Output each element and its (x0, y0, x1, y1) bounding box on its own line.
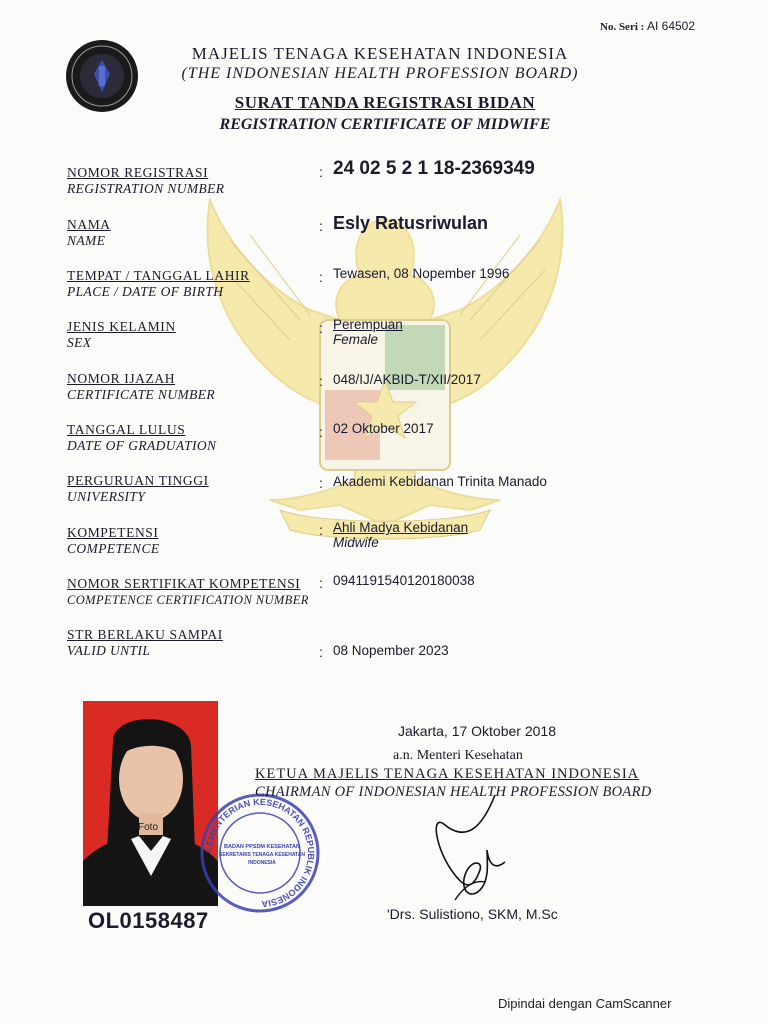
field-label-valid-until: STR BERLAKU SAMPAI VALID UNTIL (67, 627, 223, 658)
certificate-number-value: 048/IJ/AKBID-T/XII/2017 (333, 372, 481, 387)
document-title (150, 93, 620, 134)
field-colon: : (319, 373, 323, 389)
field-colon: : (319, 475, 323, 491)
stamp-ring-text: KEMENTERIAN KESEHATAN REPUBLIK INDONESIA (203, 796, 317, 910)
field-label-certificate-number: NOMOR IJAZAH CERTIFICATE NUMBER (67, 371, 216, 402)
field-colon: : (319, 269, 323, 285)
field-label-sex: JENIS KELAMIN SEX (67, 319, 176, 350)
competence-value-id: Ahli Madya Kebidanan (333, 520, 469, 535)
name-value: Esly Ratusriwulan (333, 213, 489, 233)
field-label-place-date-of-birth: TEMPAT / TANGGAL LAHIR PLACE / DATE OF BIRTH (67, 268, 250, 299)
sex-value (333, 317, 403, 347)
signer-name: 'Drs. Sulistiono, SKM, M.Sc (387, 906, 558, 922)
field-colon: : (319, 522, 323, 538)
field-colon: : (319, 320, 323, 336)
sex-value-en: Female (333, 332, 379, 347)
competence-value (333, 520, 468, 550)
handwritten-signature (425, 790, 535, 910)
stamp-inner-line-1: BADAN PPSDM KESEHATAN (224, 844, 300, 850)
chairman-title-en: CHAIRMAN OF INDONESIAN HEALTH PROFESSION BOARD (255, 784, 652, 800)
title-id: SURAT TANDA REGISTRASI BIDAN (234, 93, 536, 112)
competence-certification-number-value: 0941191540120180038 (333, 573, 475, 588)
field-label-competence: KOMPETENSI COMPETENCE (67, 525, 160, 556)
field-label-registration-number: NOMOR REGISTRASI REGISTRATION NUMBER (67, 165, 225, 196)
place-date: Jakarta, 17 Oktober 2018 (398, 723, 556, 739)
portrait-illustration (83, 701, 218, 906)
photo-code: OL0158487 (88, 908, 209, 933)
field-label-university: PERGURUAN TINGGI UNIVERSITY (67, 473, 209, 504)
stamp-inner-line-2: SEKRETARIS TENAGA KESEHATAN (219, 852, 305, 858)
board-name (150, 44, 610, 83)
board-seal-logo (64, 38, 140, 114)
holder-photo (83, 701, 218, 906)
date-of-graduation-value: 02 Oktober 2017 (333, 421, 434, 436)
sex-value-id: Perempuan (333, 317, 403, 332)
photo-label: Foto (138, 822, 159, 833)
field-colon: : (319, 218, 323, 234)
place-date-of-birth-value: Tewasen, 08 Nopember 1996 (333, 266, 510, 281)
field-colon: : (319, 644, 323, 660)
field-label-name: NAMA NAME (67, 217, 111, 248)
board-name-en: (THE INDONESIAN HEALTH PROFESSION BOARD) (181, 65, 579, 82)
competence-value-en: Midwife (333, 535, 379, 550)
on-behalf-of: a.n. Menteri Kesehatan (393, 748, 523, 763)
chairman-title-id: KETUA MAJELIS TENAGA KESEHATAN INDONESIA (255, 766, 640, 782)
field-colon: : (319, 575, 323, 591)
stamp-inner-line-3: INDONESIA (248, 860, 276, 866)
board-name-id: MAJELIS TENAGA KESEHATAN INDONESIA (191, 44, 569, 63)
field-colon: : (319, 164, 323, 180)
field-label-date-of-graduation: TANGGAL LULUS DATE OF GRADUATION (67, 422, 217, 453)
scanner-watermark: Dipindai dengan CamScanner (498, 996, 672, 1011)
valid-until-value: 08 Nopember 2023 (333, 643, 449, 658)
title-en: REGISTRATION CERTIFICATE OF MIDWIFE (219, 116, 551, 133)
university-value: Akademi Kebidanan Trinita Manado (333, 474, 547, 489)
registration-number-value: 24 02 5 2 1 18-2369349 (333, 158, 535, 179)
serial-label: No. Seri : (600, 21, 645, 33)
field-label-competence-certification-number: NOMOR SERTIFIKAT KOMPETENSI COMPETENCE CERTIFICATION NUMBER (67, 576, 309, 607)
field-colon: : (319, 424, 323, 440)
serial-value: AI 64502 (646, 19, 696, 33)
serial-number (600, 19, 695, 33)
